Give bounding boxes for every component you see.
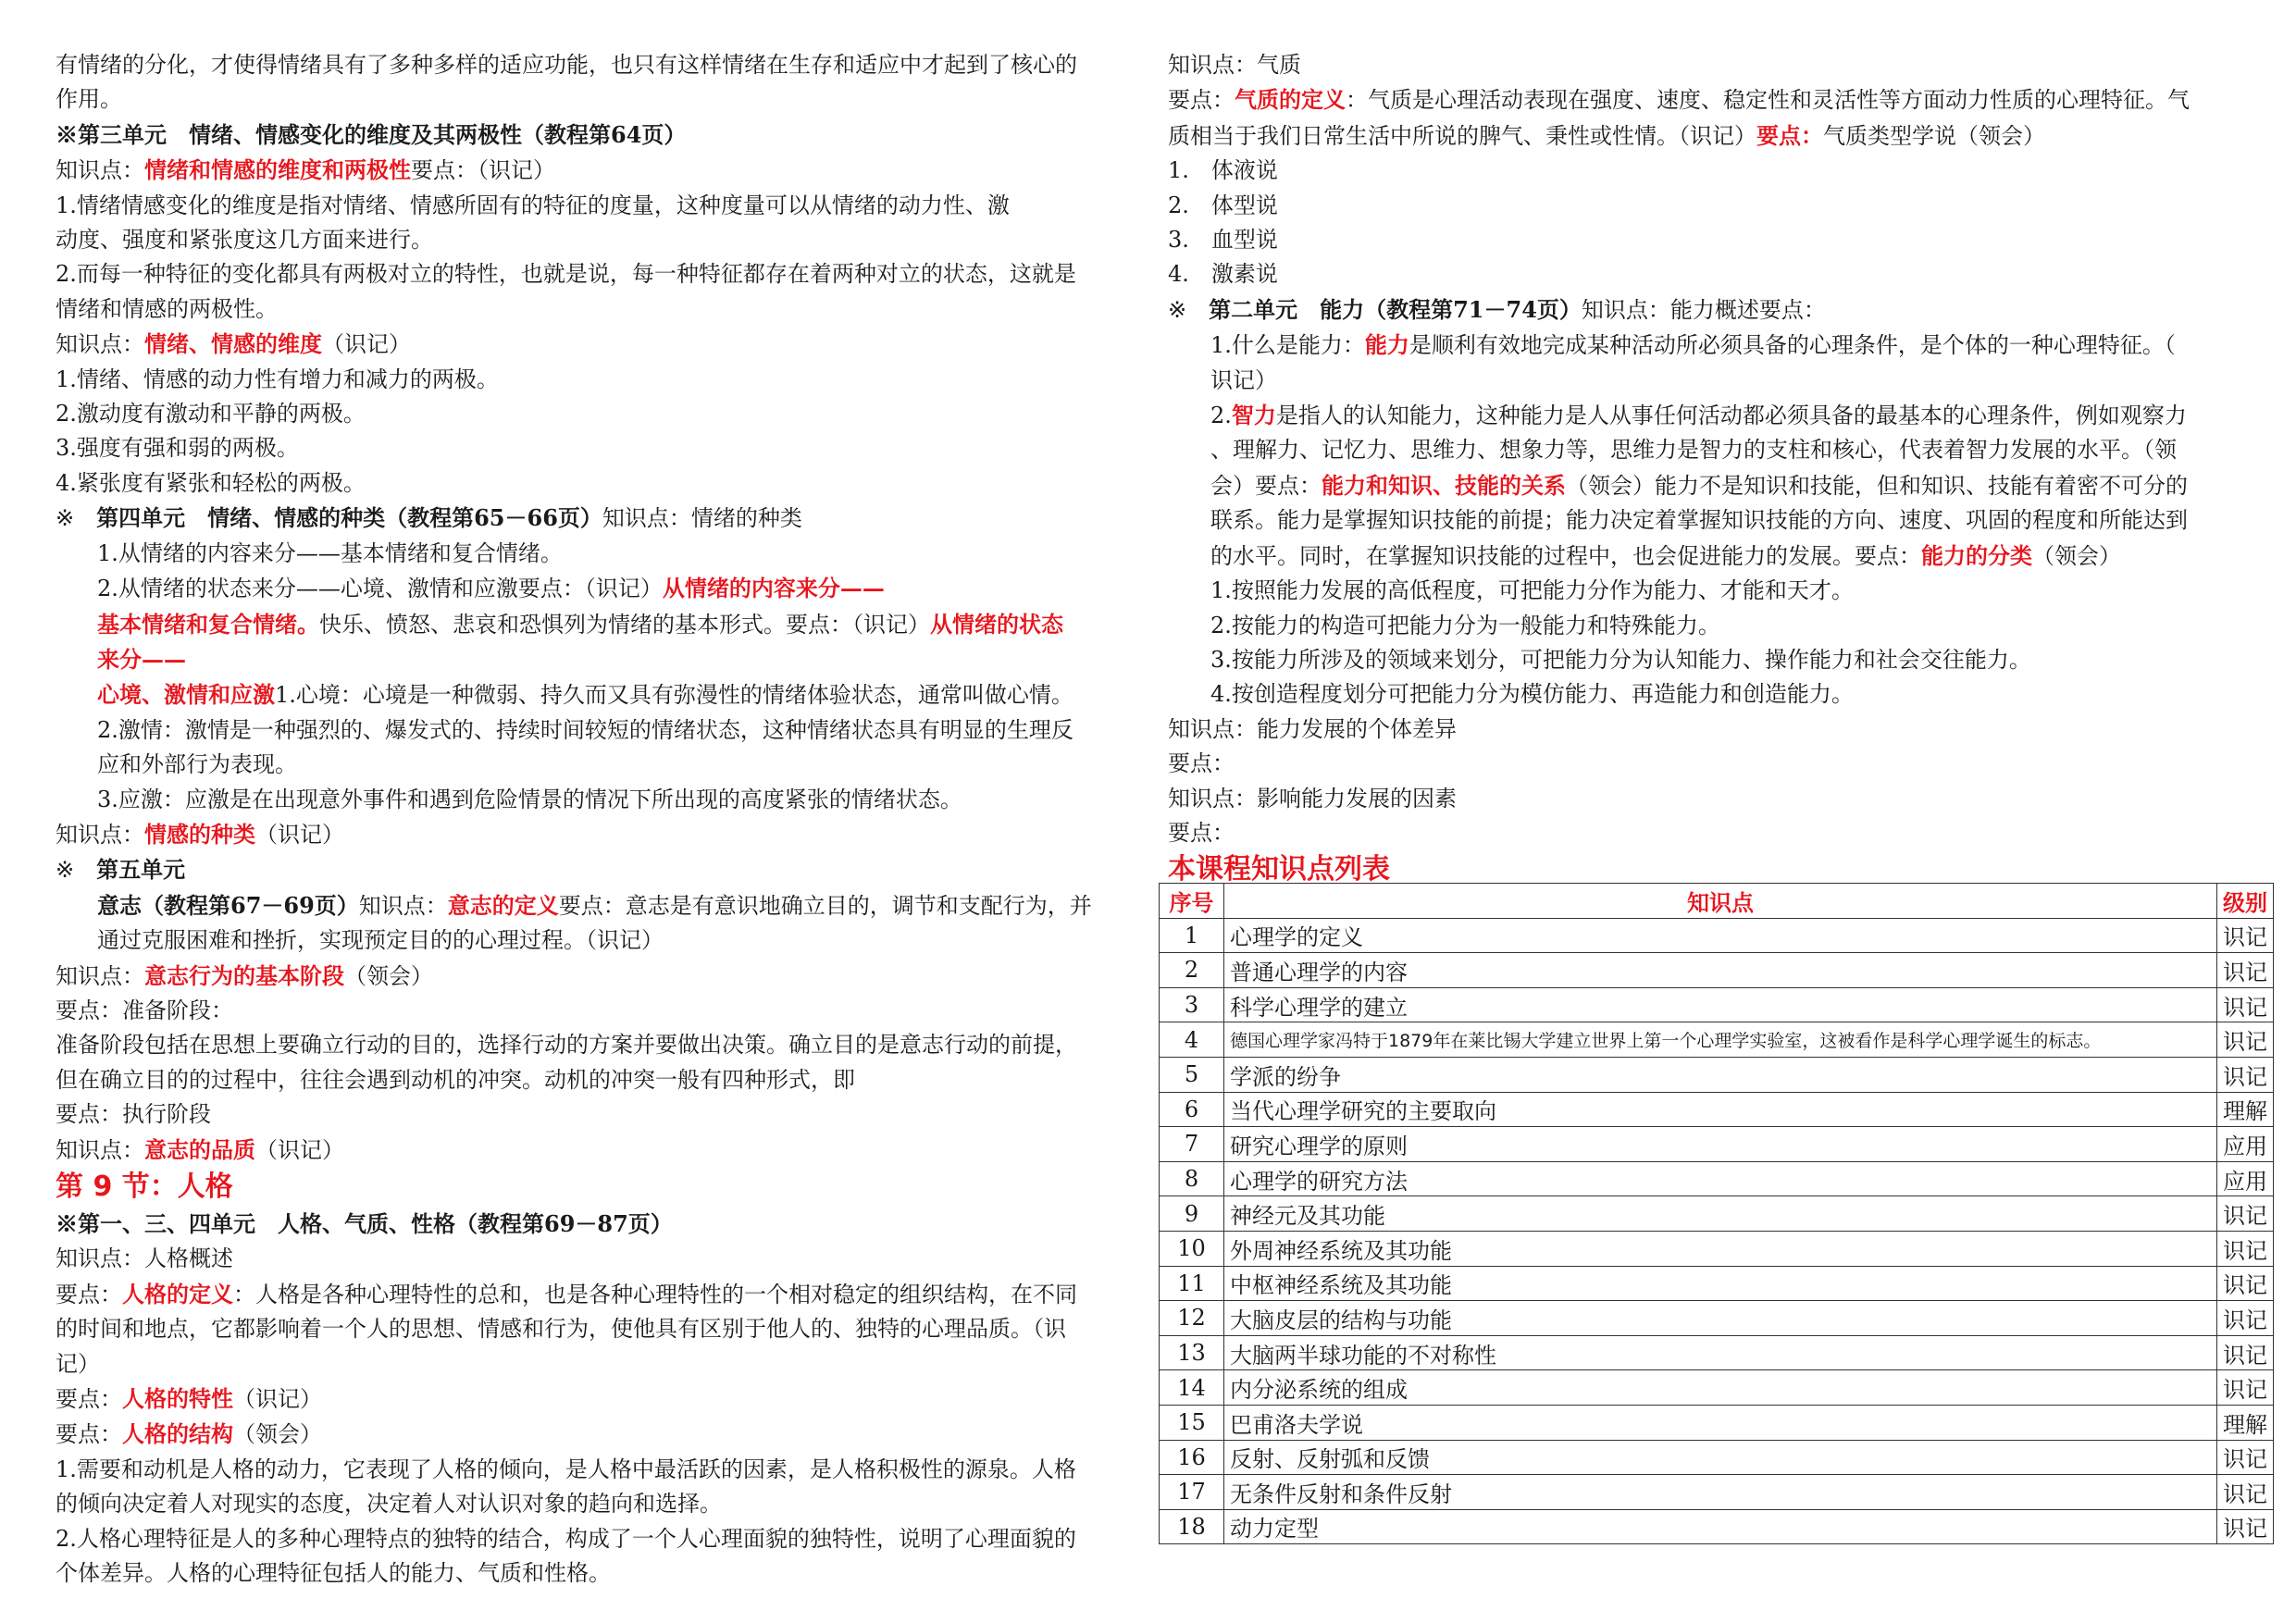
text-span: 3.强度有强和弱的两极。 [56,435,299,462]
text-line [1168,712,2292,747]
text-span: 要点： [56,1386,122,1413]
text-line [1168,468,2292,503]
text-span: 的时间和地点，它都影响着一个人的思想、情感和行为，使他具有区别于他人的、独特的心理品质。（识 [56,1316,1066,1343]
text-line [56,223,1124,257]
text-span: 1.心境：心境是一种微弱、持久而又具有弥漫性的情绪体验状态，通常叫做心情。 [275,682,1074,709]
text-line [56,1277,1124,1312]
highlighted-term: 意志的定义 [447,891,559,919]
text-line [56,852,1124,887]
row-level: 识记 [2217,1196,2274,1232]
text-line [1168,816,2292,850]
row-number: 9 [1160,1196,1224,1232]
text-span: 、理解力、记忆力、思维力、想象力等，思维力是智力的支柱和核心，代表着智力发展的水平。（领 [1210,437,2177,464]
text-line [56,1097,1124,1132]
text-span: 知识点：影响能力发展的因素 [1168,785,1457,812]
text-span: 情绪和情感的两极性。 [56,295,278,322]
text-span: 知识点：能力概述要点： [1581,296,1826,323]
row-level: 识记 [2217,918,2274,953]
row-knowledge-point: 学派的纷争 [1224,1057,2217,1092]
text-line [56,292,1124,327]
row-number: 13 [1160,1335,1224,1370]
text-span: （领会） [233,1421,322,1448]
text-span: 本课程知识点列表 [1168,853,1390,886]
text-line [56,189,1124,223]
text-line [56,959,1124,994]
text-span: 第四单元 情绪、情感的种类（教程第65－66页） [96,504,602,532]
row-level: 识记 [2217,1335,2274,1370]
table-row [1160,1161,2274,1196]
text-span: 1.按照能力发展的高低程度，可把能力分作为能力、才能和天才。 [1210,577,1854,604]
text-span: 知识点：人格概述 [56,1245,233,1272]
text-span: 知识点：能力发展的个体差异 [1168,715,1457,742]
text-span: （领会） [2032,542,2121,569]
row-knowledge-point: 中枢神经系统及其功能 [1224,1266,2217,1301]
row-knowledge-point: 大脑皮层的结构与功能 [1224,1301,2217,1336]
text-span: 3.应激：应激是在出现意外事件和遇到危险情景的情况下所出现的高度紧张的情绪状态。 [97,786,962,812]
text-line [56,1347,1124,1381]
table-row [1160,1440,2274,1475]
table-row [1160,1092,2274,1127]
row-knowledge-point: 内分泌系统的组成 [1224,1370,2217,1406]
text-span: 要点：执行阶段 [56,1101,211,1128]
highlighted-term: 意志的品质 [144,1135,255,1163]
right-column [1168,48,2292,889]
text-line [56,1028,1124,1062]
text-line [1168,433,2292,467]
text-span: 3.按能力所涉及的领域来划分，可把能力分为认知能力、操作能力和社会交往能力。 [1210,646,2031,673]
row-number: 10 [1160,1231,1224,1266]
highlighted-term: 情绪和情感的维度和两极性 [144,156,411,184]
highlighted-term: 人格的结构 [122,1420,233,1448]
row-knowledge-point: 反射、反射弧和反馈 [1224,1440,2217,1475]
row-level: 识记 [2217,1266,2274,1301]
text-span: 要点： [56,1421,122,1448]
text-span: 要点：意志是有意识地确立目的，调节和支配行为，并 [558,892,1092,919]
text-span: 知识点： [56,962,144,989]
text-span: （领会） [344,962,433,989]
text-line [1168,154,2292,188]
row-knowledge-point: 研究心理学的原则 [1224,1127,2217,1162]
text-line [56,1453,1124,1487]
text-span: 知识点： [358,892,448,919]
text-span: ※ [1168,296,1210,323]
row-number: 11 [1160,1266,1224,1301]
highlighted-term: 情感的种类 [144,820,255,848]
text-span: 动度、强度和紧张度这几方面来进行。 [56,227,433,254]
text-line [56,1487,1124,1521]
text-line [56,363,1124,397]
table-row [1160,918,2274,953]
highlighted-term: 从情绪的状态 [930,610,1063,638]
table-header-row [1160,884,2274,919]
row-level: 识记 [2217,1057,2274,1092]
text-span: 知识点：情绪的种类 [602,505,802,532]
text-line [56,748,1124,782]
text-line [1168,328,2292,363]
text-span: 知识点： [56,331,144,358]
row-level: 识记 [2217,1370,2274,1406]
row-knowledge-point: 神经元及其功能 [1224,1196,2217,1232]
text-span: 第五单元 [96,856,186,884]
text-span: ：气质是心理活动表现在强度、速度、稳定性和灵活性等方面动力性质的心理特征。气 [1346,87,2190,114]
highlighted-term: 意志行为的基本阶段 [144,961,344,989]
row-knowledge-point: 无条件反射和条件反射 [1224,1475,2217,1510]
row-level: 理解 [2217,1092,2274,1127]
text-line [56,923,1124,958]
text-span: （识记） [233,1386,322,1413]
text-span: 个体差异。人格的心理特征包括人的能力、气质和性格。 [56,1560,611,1587]
table-row [1160,1022,2274,1058]
row-level: 应用 [2217,1161,2274,1196]
highlighted-term: 能力和知识、技能的关系 [1322,471,1566,499]
text-line [1168,292,2292,328]
text-line [56,327,1124,362]
text-span: 2. [1210,403,1232,429]
table-row [1160,1196,2274,1232]
text-span: （领会）能力不是知识和技能，但和知识、技能有着密不可分的 [1566,472,2188,499]
text-span: 气质类型学说（领会） [1823,122,2045,149]
text-line [1168,82,2292,118]
text-line [56,994,1124,1028]
row-number: 17 [1160,1475,1224,1510]
text-span: 2.从情绪的状态来分——心境、激情和应激要点：（识记） [97,576,663,602]
text-span: ※第三单元 情绪、情感变化的维度及其两极性（教程第64页） [56,120,687,148]
row-number: 1 [1160,918,1224,953]
text-line [1168,609,2292,643]
row-number: 15 [1160,1405,1224,1440]
row-knowledge-point: 德国心理学家冯特于1879年在莱比锡大学建立世界上第一个心理学实验室，这被看作是科学心理学诞生的标志。 [1224,1022,2217,1058]
text-line [56,257,1124,291]
text-span: 2.激情：激情是一种强烈的、爆发式的、持续时间较短的情绪状态，这种情绪状态具有明显的生理反 [97,716,1074,743]
text-span: 有情绪的分化，才使得情绪具有了多种多样的适应功能，也只有这样情绪在生存和适应中才起到了核心的 [56,52,1077,78]
table-row [1160,1475,2274,1510]
knowledge-point-table [1159,883,2274,1544]
row-number: 3 [1160,987,1224,1022]
text-line [1168,398,2292,433]
text-line [1168,782,2292,816]
row-number: 12 [1160,1301,1224,1336]
row-level: 识记 [2217,1440,2274,1475]
row-knowledge-point: 心理学的定义 [1224,918,2217,953]
row-level: 识记 [2217,987,2274,1022]
highlighted-term: 人格的特性 [122,1385,233,1413]
text-span: 知识点： [56,1136,144,1163]
text-span: 1.什么是能力： [1210,332,1365,359]
text-span: 2. 体型说 [1168,192,1278,218]
text-span: 准备阶段包括在思想上要确立行动的目的，选择行动的方案并要做出决策。确立目的是意志行动的前提， [56,1032,1077,1059]
text-line [56,1312,1124,1346]
text-line [56,431,1124,465]
row-level: 识记 [2217,1301,2274,1336]
left-column [56,48,1124,1591]
text-span: 是顺利有效地完成某种活动所必须具备的心理条件，是个体的一种心理特征。（ [1409,332,2176,359]
row-knowledge-point: 外周神经系统及其功能 [1224,1231,2217,1266]
text-line [1168,364,2292,398]
text-line [1168,643,2292,677]
text-line [56,642,1124,677]
header-level: 级别 [2217,884,2274,919]
row-level: 识记 [2217,1231,2274,1266]
highlighted-term: 基本情绪和复合情绪。 [97,610,319,638]
row-number: 8 [1160,1161,1224,1196]
text-line [56,783,1124,817]
section-heading [56,1168,1124,1207]
text-span: 2.按能力的构造可把能力分为一般能力和特殊能力。 [1210,612,1720,638]
text-span: 通过克服困难和挫折，实现预定目的的心理过程。（识记） [97,927,664,954]
text-line [56,1381,1124,1417]
text-line [56,677,1124,712]
text-span: 会）要点： [1210,472,1322,499]
text-span: 1.从情绪的内容来分——基本情绪和复合情绪。 [97,539,563,566]
text-span: ※ [56,505,97,532]
text-line [56,501,1124,536]
text-span: 3. 血型说 [1168,227,1278,254]
text-span: 4. 激素说 [1168,261,1278,288]
text-span: 联系。能力是掌握知识技能的前提；能力决定着掌握知识技能的方向、速度、巩固的程度和所能达到 [1210,507,2188,534]
text-line [56,1063,1124,1097]
row-level: 识记 [2217,1475,2274,1510]
row-number: 14 [1160,1370,1224,1406]
row-level: 理解 [2217,1405,2274,1440]
text-span: 要点： [1168,819,1235,846]
text-span: 1.情绪、情感的动力性有增力和减力的两极。 [56,365,499,392]
highlighted-term: 来分—— [97,645,186,673]
text-span: ※ [56,857,97,884]
text-span: 知识点： [56,821,144,848]
text-line [56,537,1124,571]
text-line [56,153,1124,188]
text-span: 2.而每一种特征的变化都具有两极对立的特性，也就是说，每一种特征都存在着两种对立的状态，这就是 [56,261,1076,288]
text-line [56,48,1124,82]
row-number: 4 [1160,1022,1224,1058]
text-line [56,713,1124,748]
highlighted-term: 气质的定义 [1235,86,1346,114]
highlighted-term: 能力的分类 [1921,541,2032,569]
text-span: 4.按创造程度划分可把能力分为模仿能力、再造能力和创造能力。 [1210,681,1854,708]
row-level: 识记 [2217,1509,2274,1544]
text-line [1168,539,2292,574]
text-line [56,82,1124,117]
header-knowledge-point: 知识点 [1224,884,2217,919]
highlighted-term: 情绪、情感的维度 [144,330,322,358]
table-row [1160,1509,2274,1544]
table-row [1160,1127,2274,1162]
text-span: 但在确立目的的过程中，往往会遇到动机的冲突。动机的冲突一般有四种形式，即 [56,1066,855,1093]
table-row [1160,1057,2274,1092]
text-line [1168,574,2292,608]
header-number: 序号 [1160,884,1224,919]
table-row [1160,953,2274,988]
highlighted-term: 从情绪的内容来分—— [662,575,885,602]
text-span: 要点：（识记） [411,157,555,184]
row-number: 7 [1160,1127,1224,1162]
row-knowledge-point: 心理学的研究方法 [1224,1161,2217,1196]
text-span: 应和外部行为表现。 [97,751,297,778]
table-row [1160,1266,2274,1301]
text-span: 知识点：气质 [1168,52,1301,78]
text-line [56,607,1124,642]
text-span: （识记） [255,1136,344,1163]
row-number: 18 [1160,1509,1224,1544]
text-line [56,1207,1124,1242]
text-line [56,1417,1124,1452]
text-line [1168,223,2292,257]
text-span: （识记） [255,821,344,848]
row-knowledge-point: 巴甫洛夫学说 [1224,1405,2217,1440]
table-row [1160,987,2274,1022]
row-level: 识记 [2217,1022,2274,1058]
table-row [1160,1335,2274,1370]
text-line [56,466,1124,501]
row-level: 应用 [2217,1127,2274,1162]
row-number: 6 [1160,1092,1224,1127]
highlighted-term: 心境、激情和应激 [97,681,275,709]
text-span: 记） [56,1350,100,1377]
text-line [56,1242,1124,1276]
text-line [56,1522,1124,1556]
text-span: 2.激动度有激动和平静的两极。 [56,401,366,427]
row-knowledge-point: 动力定型 [1224,1509,2217,1544]
text-line [56,571,1124,606]
text-line [1168,503,2292,538]
row-knowledge-point: 当代心理学研究的主要取向 [1224,1092,2217,1127]
text-line [56,888,1124,923]
text-span: 要点： [56,1281,122,1307]
text-line [1168,118,2292,154]
text-span: 质相当于我们日常生活中所说的脾气、秉性或性情。（识记） [1168,122,1756,149]
text-span: 1.需要和动机是人格的动力，它表现了人格的倾向，是人格中最活跃的因素，是人格积极性的源泉。人格 [56,1456,1076,1482]
text-span: 是指人的认知能力，这种能力是人从事任何活动都必须具备的最基本的心理条件，例如观察力 [1275,403,2187,429]
table-row [1160,1301,2274,1336]
text-span: 2.人格心理特征是人的多种心理特点的独特的结合，构成了一个人心理面貌的独特性，说明了心理面貌的 [56,1525,1076,1552]
text-line [1168,48,2292,82]
text-line [1168,189,2292,223]
highlighted-term: 能力 [1364,331,1409,359]
text-span: （识记） [322,331,411,358]
text-span: 要点：准备阶段： [56,997,233,1023]
text-span: 第二单元 能力（教程第71－74页） [1209,295,1582,323]
text-span: 识记） [1210,366,1277,393]
highlighted-term: 要点： [1756,121,1823,149]
row-knowledge-point: 科学心理学的建立 [1224,987,2217,1022]
row-level: 识记 [2217,953,2274,988]
text-line [1168,257,2292,291]
highlighted-term: 智力 [1231,402,1276,429]
table-row [1160,1231,2274,1266]
text-line [56,1556,1124,1591]
row-number: 2 [1160,953,1224,988]
text-span: 第 9 节：人格 [56,1171,233,1203]
text-line [56,817,1124,852]
text-line [1168,677,2292,712]
table-row [1160,1405,2274,1440]
text-span: 的倾向决定着人对现实的态度，决定着人对认识对象的趋向和选择。 [56,1491,722,1518]
text-span: 4.紧张度有紧张和轻松的两极。 [56,469,366,496]
text-span: ：人格是各种心理特性的总和，也是各种心理特性的一个相对稳定的组织结构，在不同 [233,1281,1077,1307]
row-number: 16 [1160,1440,1224,1475]
table-row [1160,1370,2274,1406]
text-line [56,118,1124,153]
text-span: 1.情绪情感变化的维度是指对情绪、情感所固有的特征的度量，这种度量可以从情绪的动力性、激 [56,192,1010,218]
text-line [56,1133,1124,1168]
text-span: ※第一、三、四单元 人格、气质、性格（教程第69－87页） [56,1210,673,1237]
text-span: 的水平。同时，在掌握知识技能的过程中，也会促进能力的发展。要点： [1210,542,1921,569]
text-span: 1. 体液说 [1168,157,1278,184]
row-knowledge-point: 大脑两半球功能的不对称性 [1224,1335,2217,1370]
row-knowledge-point: 普通心理学的内容 [1224,953,2217,988]
text-span: 作用。 [56,86,122,113]
text-line [1168,747,2292,781]
highlighted-term: 人格的定义 [122,1280,233,1307]
text-span: 快乐、愤怒、悲哀和恐惧列为情绪的基本形式。要点：（识记） [319,611,930,638]
text-span: 知识点： [56,157,144,184]
row-number: 5 [1160,1057,1224,1092]
text-span: 要点： [1168,87,1235,114]
text-line [56,397,1124,431]
text-span: 意志（教程第67－69页） [97,891,359,919]
text-span: 要点： [1168,750,1235,777]
